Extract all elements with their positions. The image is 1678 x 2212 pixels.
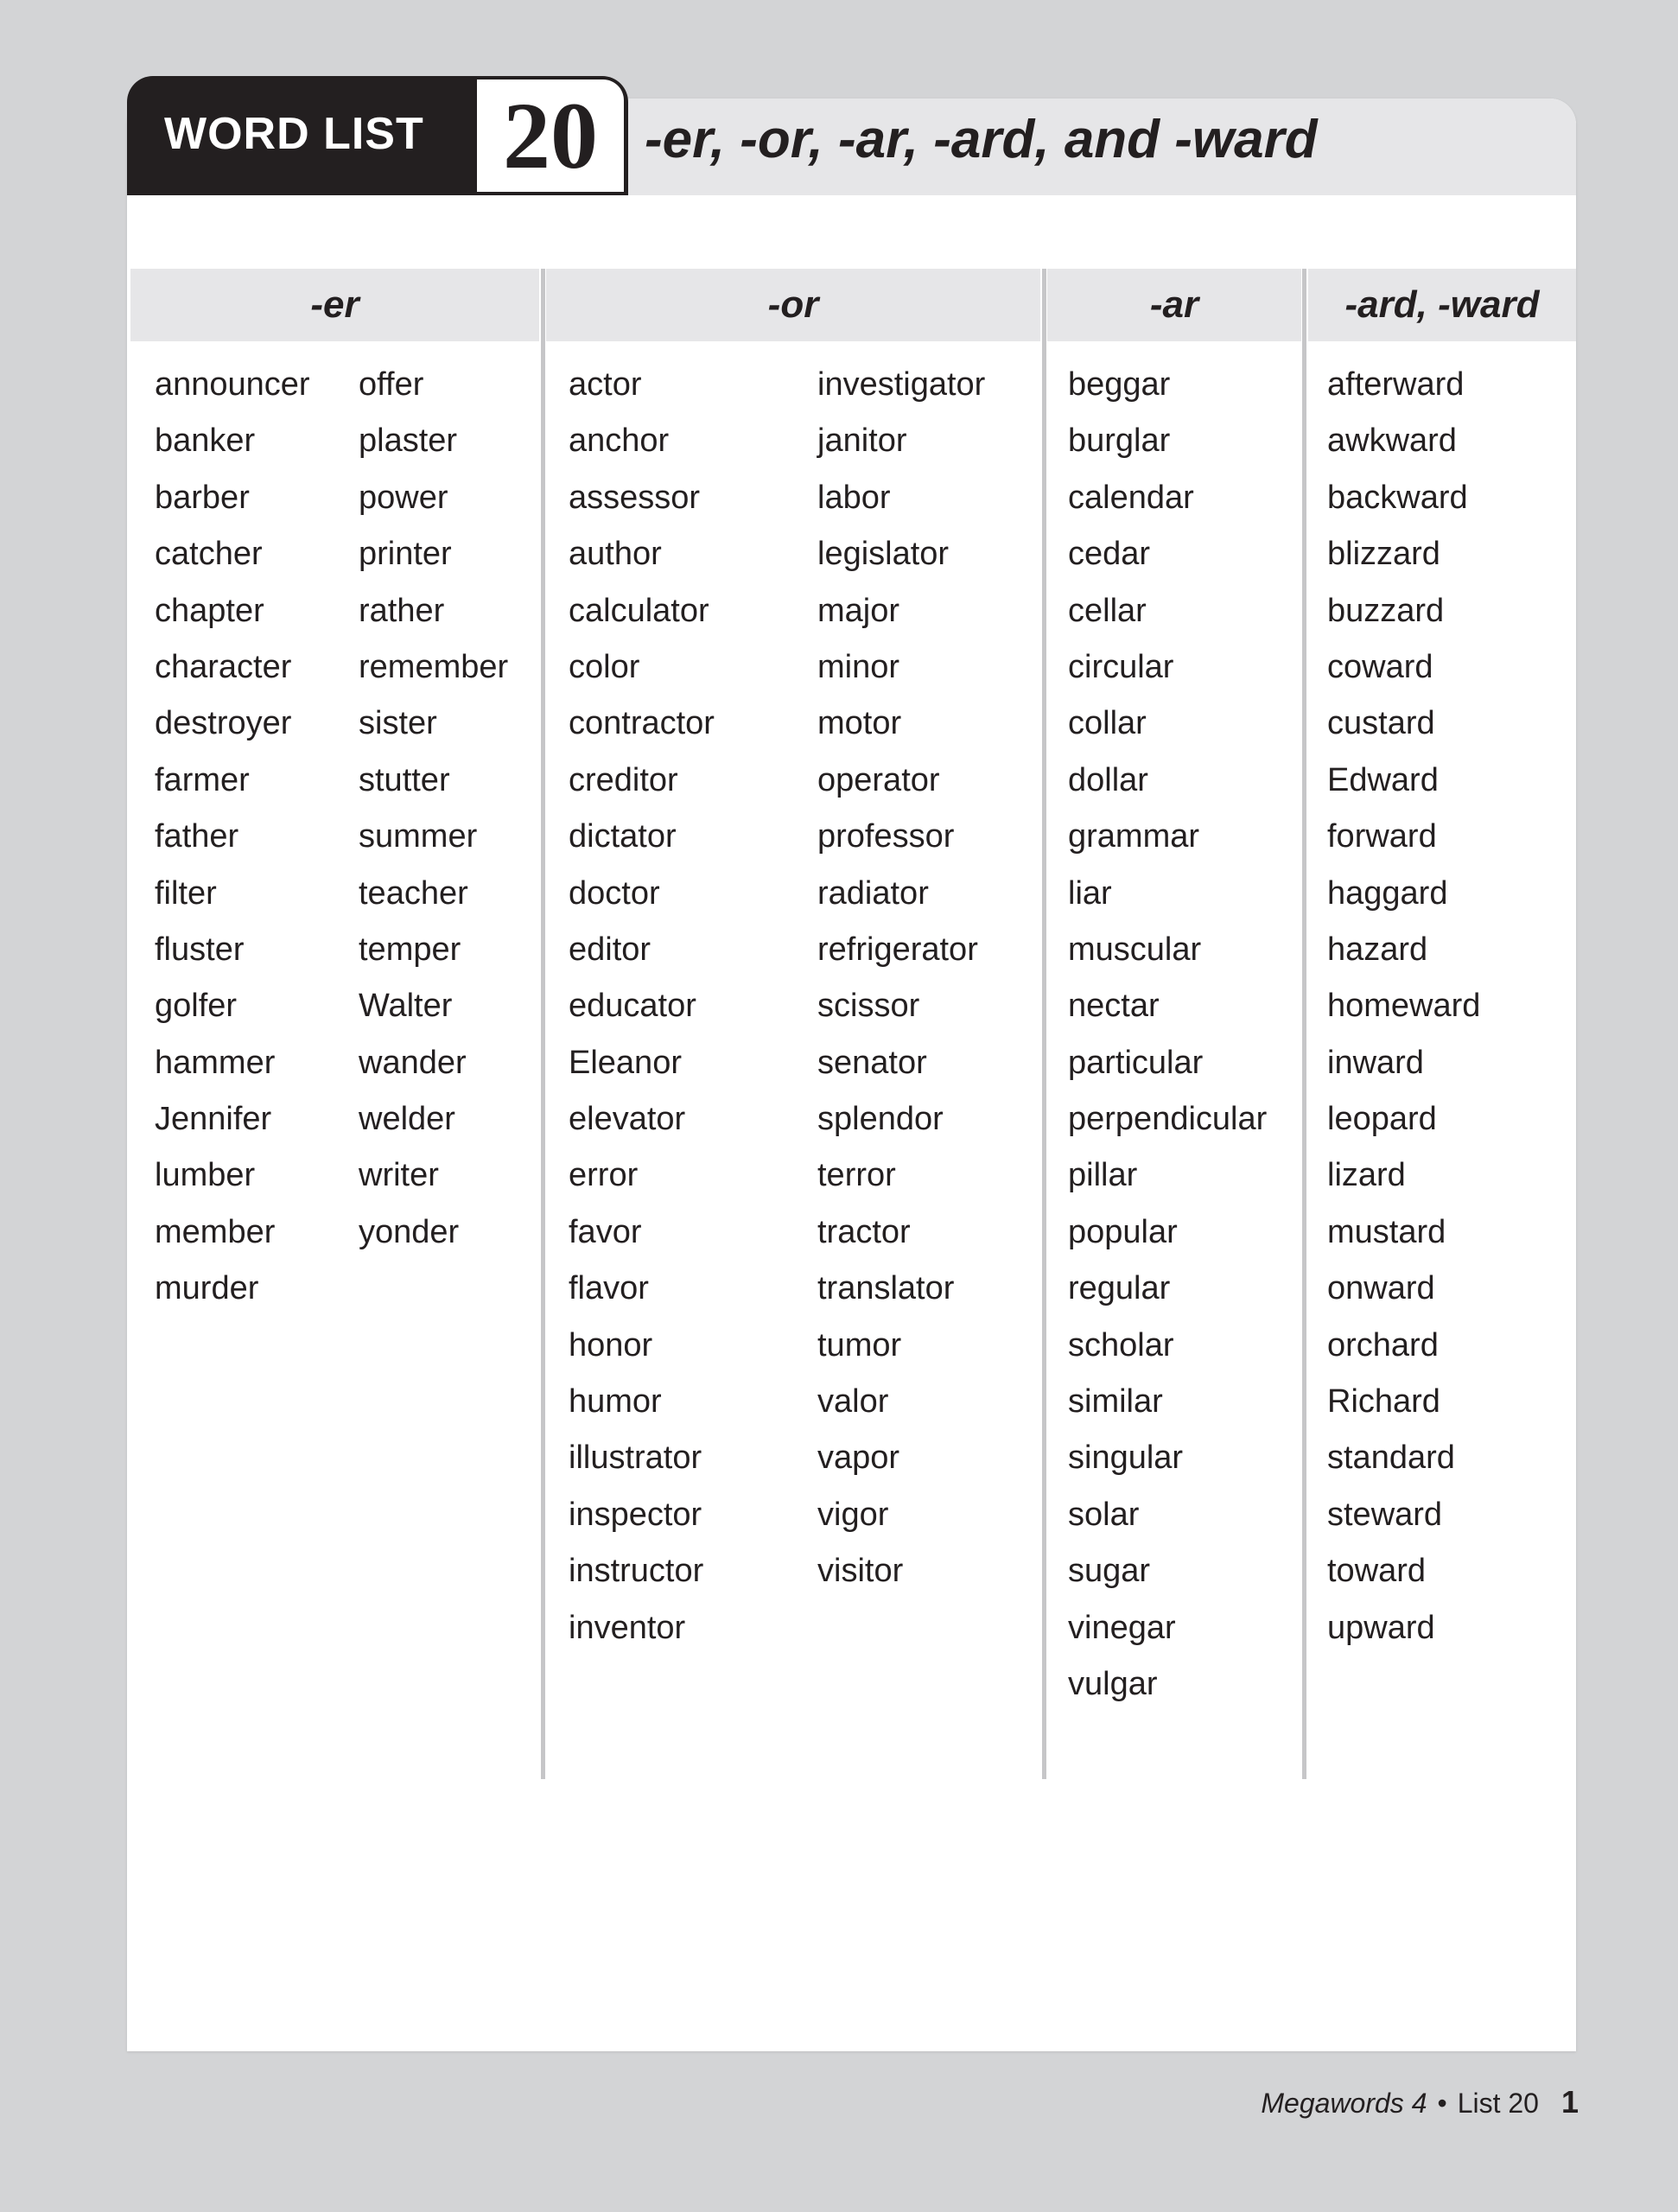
word-item: instructor xyxy=(569,1553,704,1590)
column-heading-ar: -ar xyxy=(1047,269,1301,341)
word-item: collar xyxy=(1068,705,1147,742)
word-item: lizard xyxy=(1327,1157,1406,1194)
word-item: destroyer xyxy=(155,705,292,742)
word-item: banker xyxy=(155,423,256,460)
word-item: stutter xyxy=(359,761,450,798)
word-item: actor xyxy=(569,366,642,403)
column-heading-ard-ward: -ard, -ward xyxy=(1308,269,1576,341)
word-item: calculator xyxy=(569,592,709,629)
word-item: doctor xyxy=(569,874,660,912)
word-item: hazard xyxy=(1327,931,1428,968)
word-item: educator xyxy=(569,988,696,1025)
word-list-or-1 xyxy=(569,357,715,1656)
word-item: visitor xyxy=(817,1553,904,1590)
word-item: circular xyxy=(1068,648,1174,685)
word-item: vulgar xyxy=(1068,1665,1158,1702)
word-item: refrigerator xyxy=(817,931,978,968)
word-item: vigor xyxy=(817,1496,889,1533)
word-item: steward xyxy=(1327,1496,1443,1533)
word-item: hammer xyxy=(155,1044,276,1081)
word-list-er-2 xyxy=(359,357,508,1261)
word-item: senator xyxy=(817,1044,927,1081)
word-item: member xyxy=(155,1213,276,1250)
word-item: mustard xyxy=(1327,1213,1446,1250)
word-item: homeward xyxy=(1327,988,1481,1025)
list-number: 20 xyxy=(477,79,624,192)
word-item: character xyxy=(155,648,292,685)
word-item: tumor xyxy=(817,1326,902,1363)
word-list-ard-ward xyxy=(1327,357,1480,1656)
word-item: elevator xyxy=(569,1101,686,1138)
word-item: coward xyxy=(1327,648,1433,685)
word-item: Walter xyxy=(359,988,453,1025)
word-item: father xyxy=(155,818,239,855)
word-item: scholar xyxy=(1068,1326,1174,1363)
word-item: cellar xyxy=(1068,592,1147,629)
page-number: 1 xyxy=(1560,2084,1579,2120)
word-item: awkward xyxy=(1327,423,1457,460)
column-divider xyxy=(541,269,545,1779)
word-item: dollar xyxy=(1068,761,1148,798)
word-item: motor xyxy=(817,705,902,742)
word-item: backward xyxy=(1327,479,1468,516)
book-title: Megawords 4 xyxy=(1261,2088,1427,2119)
word-item: scissor xyxy=(817,988,920,1025)
word-item: author xyxy=(569,536,662,573)
word-item: janitor xyxy=(817,423,907,460)
word-item: catcher xyxy=(155,536,263,573)
word-item: murder xyxy=(155,1270,259,1307)
word-item: temper xyxy=(359,931,461,968)
word-item: creditor xyxy=(569,761,678,798)
word-item: burglar xyxy=(1068,423,1171,460)
word-item: Eleanor xyxy=(569,1044,682,1081)
word-item: regular xyxy=(1068,1270,1171,1307)
column-heading-er: -er xyxy=(130,269,539,341)
word-item: onward xyxy=(1327,1270,1435,1307)
word-item: labor xyxy=(817,479,891,516)
word-item: professor xyxy=(817,818,955,855)
word-item: color xyxy=(569,648,640,685)
word-item: afterward xyxy=(1327,366,1465,403)
word-item: fluster xyxy=(155,931,245,968)
word-item: vinegar xyxy=(1068,1609,1176,1646)
word-item: sugar xyxy=(1068,1553,1151,1590)
word-item: particular xyxy=(1068,1044,1204,1081)
word-item: sister xyxy=(359,705,437,742)
word-item: editor xyxy=(569,931,651,968)
footer-list-label: List 20 xyxy=(1457,2088,1539,2119)
word-item: standard xyxy=(1327,1440,1455,1477)
word-list-or-2 xyxy=(817,357,985,1600)
word-item: custard xyxy=(1327,705,1435,742)
word-item: beggar xyxy=(1068,366,1171,403)
word-item: wander xyxy=(359,1044,467,1081)
word-item: vapor xyxy=(817,1440,900,1477)
word-item: filter xyxy=(155,874,217,912)
word-list-label: WORD LIST xyxy=(164,109,424,159)
word-item: perpendicular xyxy=(1068,1101,1268,1138)
word-item: nectar xyxy=(1068,988,1160,1025)
word-item: minor xyxy=(817,648,900,685)
word-item: honor xyxy=(569,1326,653,1363)
word-item: splendor xyxy=(817,1101,944,1138)
word-item: investigator xyxy=(817,366,986,403)
word-item: operator xyxy=(817,761,940,798)
word-item: legislator xyxy=(817,536,950,573)
word-item: major xyxy=(817,592,900,629)
word-item: offer xyxy=(359,366,424,403)
word-item: translator xyxy=(817,1270,955,1307)
word-item: inward xyxy=(1327,1044,1424,1081)
word-item: buzzard xyxy=(1327,592,1445,629)
word-item: rather xyxy=(359,592,445,629)
word-item: tractor xyxy=(817,1213,911,1250)
word-item: contractor xyxy=(569,705,715,742)
word-item: radiator xyxy=(817,874,929,912)
word-item: dictator xyxy=(569,818,677,855)
word-item: muscular xyxy=(1068,931,1202,968)
word-item: grammar xyxy=(1068,818,1200,855)
word-item: favor xyxy=(569,1213,642,1250)
word-item: summer xyxy=(359,818,478,855)
word-item: orchard xyxy=(1327,1326,1439,1363)
word-item: assessor xyxy=(569,479,701,516)
word-item: teacher xyxy=(359,874,468,912)
word-item: plaster xyxy=(359,423,458,460)
word-item: printer xyxy=(359,536,452,573)
word-item: singular xyxy=(1068,1440,1184,1477)
word-item: valor xyxy=(817,1383,889,1421)
column-divider xyxy=(1302,269,1306,1779)
word-item: lumber xyxy=(155,1157,256,1194)
word-item: toward xyxy=(1327,1553,1427,1590)
word-item: calendar xyxy=(1068,479,1194,516)
word-item: chapter xyxy=(155,592,264,629)
word-item: similar xyxy=(1068,1383,1163,1421)
word-item: humor xyxy=(569,1383,662,1421)
word-item: solar xyxy=(1068,1496,1140,1533)
word-item: inventor xyxy=(569,1609,686,1646)
word-item: haggard xyxy=(1327,874,1448,912)
word-item: Jennifer xyxy=(155,1101,272,1138)
word-list-er-1 xyxy=(155,357,310,1318)
word-item: Richard xyxy=(1327,1383,1440,1421)
word-item: inspector xyxy=(569,1496,702,1533)
word-item: flavor xyxy=(569,1270,649,1307)
word-item: remember xyxy=(359,648,509,685)
word-list-ar xyxy=(1068,357,1267,1713)
word-item: cedar xyxy=(1068,536,1151,573)
word-item: terror xyxy=(817,1157,896,1194)
word-item: anchor xyxy=(569,423,670,460)
word-item: yonder xyxy=(359,1213,460,1250)
word-item: popular xyxy=(1068,1213,1178,1250)
word-item: illustrator xyxy=(569,1440,702,1477)
word-item: barber xyxy=(155,479,250,516)
word-item: upward xyxy=(1327,1609,1435,1646)
column-heading-or: -or xyxy=(546,269,1040,341)
footer-separator: • xyxy=(1437,2088,1447,2119)
column-divider xyxy=(1042,269,1046,1779)
word-item: leopard xyxy=(1327,1101,1437,1138)
word-item: blizzard xyxy=(1327,536,1440,573)
word-item: error xyxy=(569,1157,639,1194)
page-footer xyxy=(1261,2084,1579,2120)
word-item: welder xyxy=(359,1101,455,1138)
word-item: forward xyxy=(1327,818,1437,855)
word-item: liar xyxy=(1068,874,1112,912)
word-item: announcer xyxy=(155,366,310,403)
word-item: pillar xyxy=(1068,1157,1138,1194)
word-item: farmer xyxy=(155,761,250,798)
word-item: golfer xyxy=(155,988,238,1025)
word-item: Edward xyxy=(1327,761,1439,798)
page-title: -er, -or, -ar, -ard, and -ward xyxy=(645,110,1318,169)
word-item: power xyxy=(359,479,448,516)
word-item: writer xyxy=(359,1157,439,1194)
